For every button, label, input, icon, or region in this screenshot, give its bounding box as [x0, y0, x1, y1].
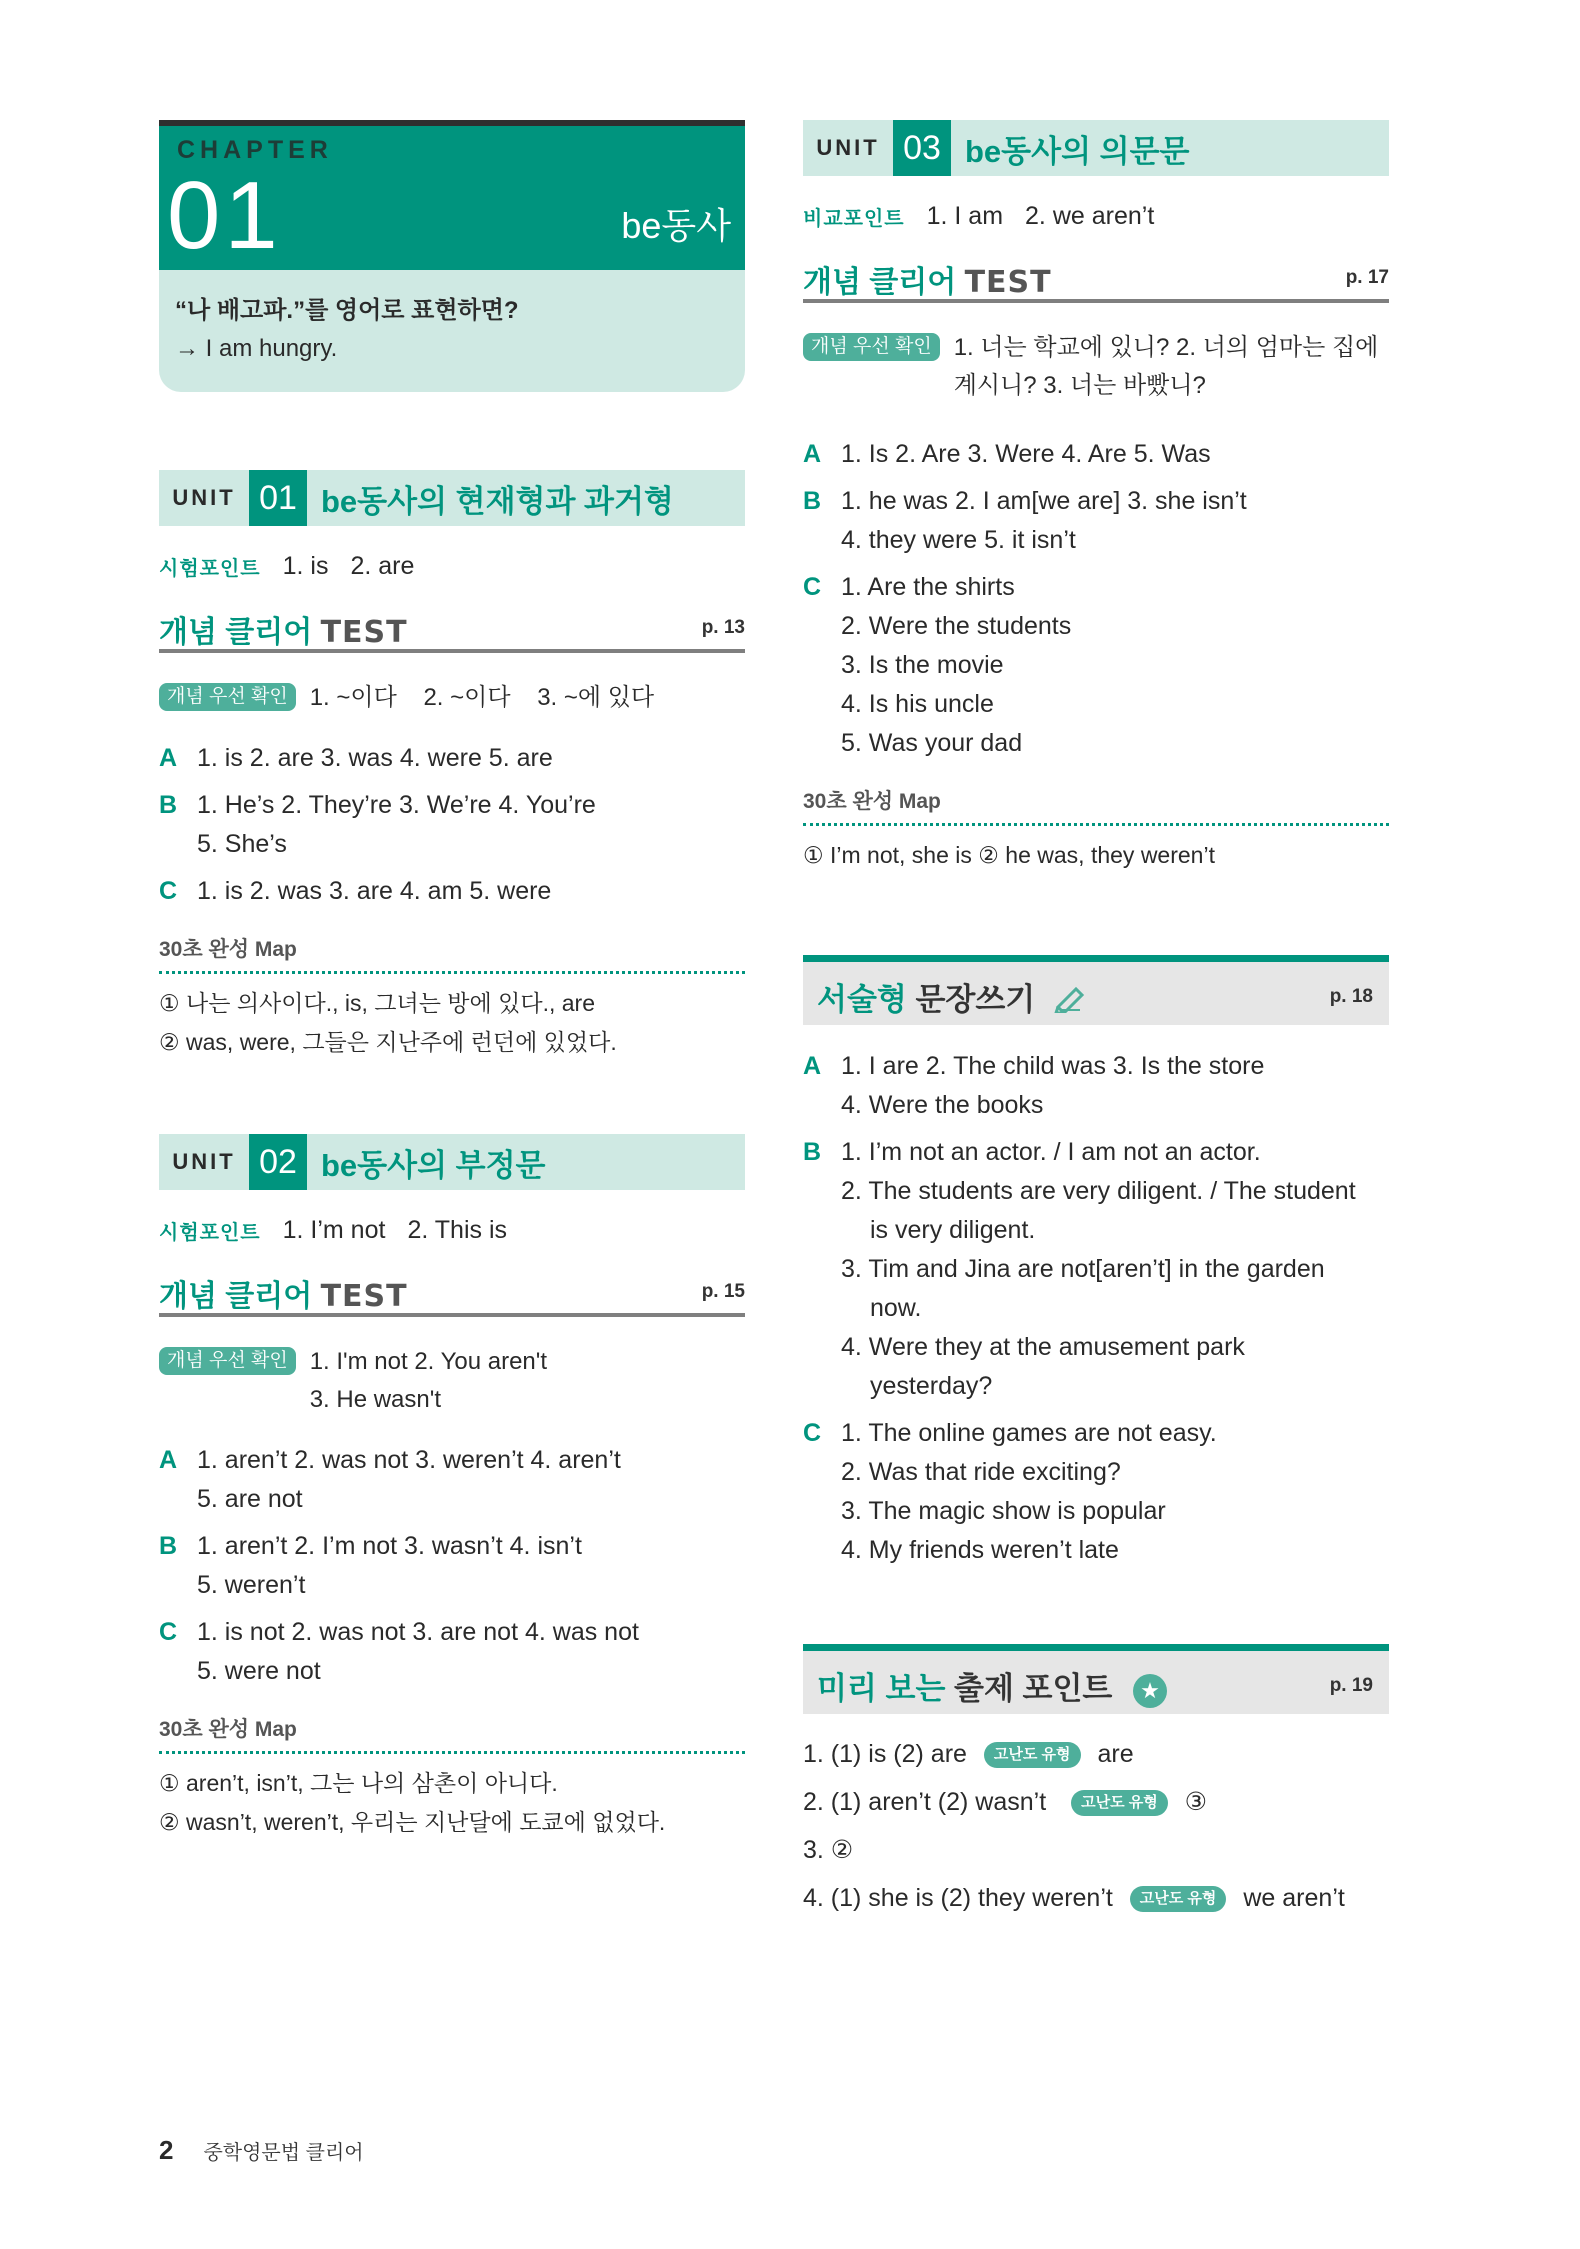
map-line: ② was, were, 그들은 지난주에 런던에 있었다.	[159, 1029, 617, 1055]
summary-map	[159, 933, 745, 1062]
preview-title	[817, 1663, 1167, 1708]
answer-line: 1. I are 2. The child was 3. Is the store	[841, 1052, 1265, 1080]
chapter-block	[159, 120, 745, 392]
preview-item-text: 4. (1) she is (2) they weren’t	[803, 1884, 1113, 1912]
unit-number: 02	[249, 1134, 307, 1190]
right-column	[803, 120, 1389, 1926]
preview-item-extra: we aren’t	[1243, 1884, 1345, 1912]
answer-line: 3. Tim and Jina are not[aren’t] in the garden	[841, 1255, 1325, 1283]
answer-line: 1. aren’t 2. was not 3. weren’t 4. aren’t	[197, 1446, 621, 1474]
unit-02	[159, 1134, 745, 1842]
unit-header	[803, 120, 1389, 176]
star-icon: ★	[1133, 1674, 1167, 1708]
answer-letter: A	[159, 744, 178, 772]
answer-group	[803, 1047, 1389, 1125]
answer-list	[159, 739, 745, 911]
concept-check-tag: 개념 우선 확인	[159, 1347, 296, 1375]
unit-label: UNIT	[159, 470, 249, 526]
concept-test-header	[159, 605, 745, 653]
level-badge: 고난도 유형	[1130, 1886, 1227, 1912]
answer-letter: C	[159, 877, 178, 905]
preview-item-extra: ③	[1184, 1788, 1208, 1816]
answer-line: 4. My friends weren’t late	[841, 1536, 1119, 1564]
preview-item-text: 3. ②	[803, 1836, 854, 1864]
point-item: 1. I am	[926, 202, 1004, 230]
answer-group	[159, 739, 745, 778]
test-title-eng: TEST	[320, 615, 408, 650]
writing-header	[803, 955, 1389, 1025]
answer-line: 1. Is 2. Are 3. Were 4. Are 5. Was	[841, 440, 1211, 468]
concept-test-header	[803, 255, 1389, 303]
concept-test-title	[159, 607, 408, 651]
level-badge: 고난도 유형	[984, 1742, 1081, 1768]
answer-letter: B	[159, 1532, 178, 1560]
answer-line: 1. The online games are not easy.	[841, 1419, 1217, 1447]
point-item: 1. I’m not	[282, 1216, 386, 1244]
answer-line: 3. The magic show is popular	[841, 1497, 1166, 1525]
unit-number: 03	[893, 120, 951, 176]
test-title-eng: TEST	[320, 1279, 408, 1314]
answer-line: now.	[870, 1294, 922, 1322]
answer-list	[803, 435, 1389, 763]
map-title: 30초 완성 Map	[803, 785, 1389, 826]
point-item: 2. are	[350, 552, 415, 580]
test-title-kor: 개념 클리어	[159, 1280, 313, 1313]
unit-label: UNIT	[803, 120, 893, 176]
answer-line: 4. Were the books	[841, 1091, 1044, 1119]
test-title-eng: TEST	[964, 265, 1052, 300]
map-title: 30초 완성 Map	[159, 1713, 745, 1754]
page-ref: p. 13	[701, 617, 745, 638]
answer-letter: A	[159, 1446, 178, 1474]
writing-title-rest: 문장쓰기	[906, 982, 1036, 1017]
answer-group	[803, 435, 1389, 474]
check-item: 계시니? 3. 너는 바빴니?	[953, 372, 1206, 399]
page-number: 2	[159, 2135, 174, 2165]
preview-item-text: 2. (1) aren’t (2) wasn’t	[803, 1788, 1047, 1816]
unit-header	[159, 470, 745, 526]
answer-line: is very diligent.	[870, 1216, 1036, 1244]
concept-check-text	[954, 329, 1389, 405]
exam-point-tag: 시험포인트	[159, 556, 261, 580]
summary-map	[803, 785, 1389, 875]
compare-point-tag: 비교포인트	[803, 206, 905, 230]
map-line: ① 나는 의사이다., is, 그녀는 방에 있다., are	[159, 990, 595, 1016]
preview-item-extra: are	[1097, 1740, 1134, 1768]
map-line: ① aren’t, isn’t, 그는 나의 삼촌이 아니다.	[159, 1770, 558, 1796]
answer-group	[803, 1414, 1389, 1570]
answer-line: 1. Are the shirts	[841, 573, 1015, 601]
answer-group	[159, 786, 745, 864]
concept-check	[159, 679, 745, 717]
answer-line: 5. are not	[197, 1485, 303, 1513]
point-item: 1. is	[282, 552, 329, 580]
preview-item-text: 1. (1) is (2) are	[803, 1740, 967, 1768]
exam-point-tag: 시험포인트	[159, 1220, 261, 1244]
answer-line: 5. Was your dad	[841, 729, 1023, 757]
unit-title: be동사의 의문문	[965, 133, 1190, 169]
preview-title-accent: 미리 보는	[817, 1671, 946, 1706]
concept-test-header	[159, 1269, 745, 1317]
page-ref: p. 18	[1329, 986, 1373, 1007]
preview-item	[803, 1734, 1389, 1774]
answer-line: 1. is 2. was 3. are 4. am 5. were	[197, 877, 552, 905]
compare-point	[803, 202, 1389, 231]
answer-list	[803, 1047, 1389, 1570]
pencil-icon	[1054, 983, 1088, 1021]
answer-letter: C	[159, 1618, 178, 1646]
unit-title: be동사의 현재형과 과거형	[321, 483, 674, 519]
chapter-answer: → I am hungry.	[175, 335, 338, 362]
writing-section	[803, 955, 1389, 1570]
writing-title-accent: 서술형	[817, 982, 907, 1017]
unit-title: be동사의 부정문	[321, 1147, 546, 1183]
concept-check	[159, 1343, 745, 1419]
chapter-header	[159, 126, 745, 270]
answer-line: 1. He’s 2. They’re 3. We’re 4. You’re	[197, 791, 596, 819]
test-title-kor: 개념 클리어	[803, 266, 957, 299]
point-item: 2. we aren’t	[1025, 202, 1155, 230]
writing-title	[817, 974, 1088, 1021]
check-item: 1. 너는 학교에 있니? 2. 너의 엄마는 집에	[953, 334, 1379, 361]
answer-letter: C	[803, 573, 822, 601]
page-ref: p. 15	[701, 1281, 745, 1302]
answer-list	[159, 1441, 745, 1691]
concept-check-text	[310, 679, 745, 717]
preview-header	[803, 1644, 1389, 1714]
answer-group	[159, 1441, 745, 1519]
check-item: 3. He wasn't	[309, 1386, 441, 1413]
answer-letter: B	[159, 791, 178, 819]
map-title: 30초 완성 Map	[159, 933, 745, 974]
chapter-question-box	[159, 270, 745, 392]
answer-line: 1. is not 2. was not 3. are not 4. was not	[197, 1618, 639, 1646]
unit-03	[803, 120, 1389, 875]
answer-letter: A	[803, 1052, 822, 1080]
exam-point	[159, 552, 745, 581]
answer-group	[159, 872, 745, 911]
answer-group	[159, 1613, 745, 1691]
answer-group	[803, 568, 1389, 763]
test-title-kor: 개념 클리어	[159, 616, 313, 649]
chapter-number: 01	[167, 162, 282, 269]
preview-title-rest: 출제 포인트	[945, 1671, 1113, 1706]
chapter-label: CHAPTER	[177, 136, 333, 164]
answer-line: 1. aren’t 2. I’m not 3. wasn’t 4. isn’t	[197, 1532, 582, 1560]
check-item: 3. ~에 있다	[537, 684, 655, 711]
summary-map	[159, 1713, 745, 1842]
answer-line: 5. were not	[197, 1657, 321, 1685]
preview-item	[803, 1878, 1389, 1918]
chapter-title: be동사	[621, 205, 731, 246]
page-ref: p. 19	[1329, 1675, 1373, 1696]
answer-line: 1. I’m not an actor. / I am not an actor.	[841, 1138, 1261, 1166]
preview-section	[803, 1644, 1389, 1918]
concept-test-title	[159, 1271, 408, 1315]
map-line: ① I’m not, she is ② he was, they weren’t	[803, 842, 1215, 868]
answer-group	[159, 1527, 745, 1605]
unit-label: UNIT	[159, 1134, 249, 1190]
check-item: 2. ~이다	[423, 684, 511, 711]
answer-line: 2. The students are very diligent. / The student	[841, 1177, 1356, 1205]
answer-group	[803, 482, 1389, 560]
answer-line: 5. She’s	[197, 830, 287, 858]
book-title: 중학영문법 클리어	[203, 2142, 364, 2164]
answer-line: 3. Is the movie	[841, 651, 1004, 679]
answer-letter: C	[803, 1419, 822, 1447]
answer-letter: A	[803, 440, 822, 468]
preview-list	[803, 1734, 1389, 1918]
check-item: 1. I'm not 2. You aren't	[309, 1348, 548, 1375]
chapter-question: “나 배고파.”를 영어로 표현하면?	[175, 297, 519, 324]
check-item: 1. ~이다	[309, 684, 397, 711]
answer-line: 4. Were they at the amusement park	[841, 1333, 1245, 1361]
page-ref: p. 17	[1345, 267, 1389, 288]
concept-check-tag: 개념 우선 확인	[159, 683, 296, 711]
answer-line: 4. they were 5. it isn’t	[841, 526, 1076, 554]
preview-item	[803, 1830, 1389, 1870]
concept-check	[803, 329, 1389, 405]
answer-line: 2. Was that ride exciting?	[841, 1458, 1121, 1486]
point-item: 2. This is	[407, 1216, 508, 1244]
answer-line: 5. weren’t	[197, 1571, 306, 1599]
answer-line: 1. he was 2. I am[we are] 3. she isn’t	[841, 487, 1247, 515]
answer-line: yesterday?	[870, 1372, 993, 1400]
answer-letter: B	[803, 1138, 822, 1166]
exam-point	[159, 1216, 745, 1245]
answer-group	[803, 1133, 1389, 1406]
answer-line: 1. is 2. are 3. was 4. were 5. are	[197, 744, 553, 772]
unit-header	[159, 1134, 745, 1190]
left-column	[159, 120, 745, 1842]
unit-number: 01	[249, 470, 307, 526]
preview-item	[803, 1782, 1389, 1822]
unit-01	[159, 470, 745, 1062]
concept-check-text	[310, 1343, 745, 1419]
map-line: ② wasn’t, weren’t, 우리는 지난달에 도쿄에 없었다.	[159, 1809, 666, 1835]
answer-letter: B	[803, 487, 822, 515]
concept-test-title	[803, 257, 1052, 301]
level-badge: 고난도 유형	[1071, 1790, 1168, 1816]
page-footer	[159, 2135, 364, 2166]
answer-line: 2. Were the students	[841, 612, 1072, 640]
concept-check-tag: 개념 우선 확인	[803, 333, 940, 361]
answer-line: 4. Is his uncle	[841, 690, 994, 718]
